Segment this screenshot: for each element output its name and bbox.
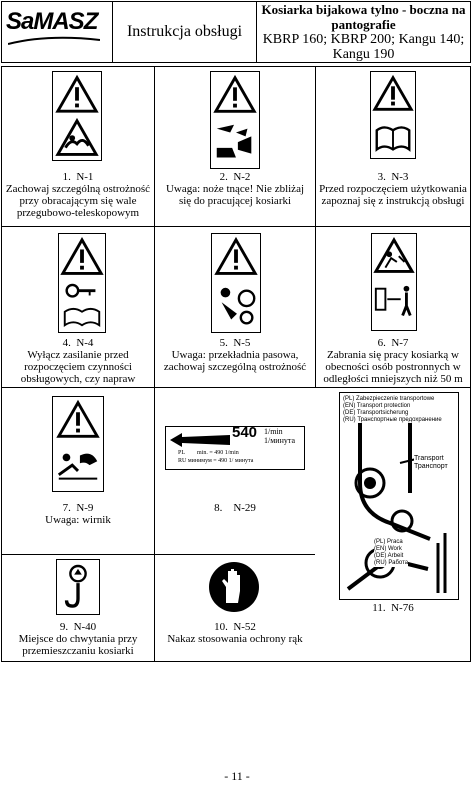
warning-switch-off-icon	[58, 233, 106, 333]
rpm-unit: 1/min 1/минута	[264, 427, 295, 445]
sign-caption-n76: 11. N-76	[372, 602, 414, 614]
sign-cell-n3	[316, 67, 470, 226]
sign-caption-n29: 8. N-29	[214, 502, 256, 514]
sign-caption-n52: 10. N-52 Nakaz stosowania ochrony rąk	[167, 621, 303, 645]
logo-swoosh-icon	[8, 36, 100, 46]
sign-caption-n4: 4. N-4 Wyłącz zasilanie przed rozpoczęciem czynności obsługowych, czy napraw	[20, 337, 136, 385]
sign-cell-n29	[155, 388, 315, 554]
transport-lock-decal	[339, 392, 459, 600]
sign-cell-n76	[316, 388, 470, 661]
sign-caption-n40: 9. N-40 Miejsce do chwytania przy przemieszczaniu kosiarki	[18, 621, 138, 657]
sign-caption-n5: 5. N-5 Uwaga: przekładnia pasowa, zachowaj szczególną ostrożność	[163, 337, 307, 373]
sign-cell-n2	[155, 67, 315, 226]
title-line-1: Kosiarka bijakowa tylno - boczna na	[261, 2, 466, 17]
manual-label: Instrukcja obsługi	[113, 2, 257, 62]
warning-rotor-icon	[52, 396, 104, 492]
samasz-logo: SaMASZ	[6, 8, 98, 35]
warning-belt-drive-icon	[211, 233, 261, 333]
warning-pto-shaft-icon	[52, 71, 102, 161]
sign-caption-n1: 1. N-1 Zachowaj szczególną ostrożność przy obracającym się wale przegubowo-teleskopowym	[5, 171, 151, 219]
warning-blades-icon	[210, 71, 260, 169]
rpm-notes: PL min. = 490 1/min RU минимум = 490 1/ минута	[178, 450, 254, 464]
warning-read-manual-icon	[370, 71, 416, 159]
sign-cell-n9	[2, 388, 154, 554]
arrow-left-icon	[170, 433, 230, 447]
sign-caption-n7: 6. N-7 Zabrania się pracy kosiarką w obecności osób postronnych w odległości mniejszych niż 50 m	[323, 337, 463, 385]
sign-cell-n1	[2, 67, 154, 226]
rpm-value: 540	[232, 424, 258, 441]
sign-cell-n7	[316, 227, 470, 387]
page-number: - 11 -	[224, 769, 250, 783]
models-line-1: KBRP 160; KBRP 200; Kangu 140;	[262, 32, 465, 47]
signs-table	[1, 66, 471, 662]
page-header	[1, 1, 471, 63]
models-line-2: Kangu 190	[332, 47, 395, 62]
sign-caption-n2: 2. N-2 Uwaga: noże tnące! Nie zbliżaj się do pracującej kosiarki	[165, 171, 305, 207]
warning-keep-distance-icon	[371, 233, 417, 331]
decal-top-text: (PL) Zabezpieczenie transportowe (EN) Transport protection (DE) Transportsicherung (RU) Транспортные предохранение	[343, 396, 442, 423]
document-title	[257, 2, 470, 62]
sign-cell-n40	[2, 555, 154, 661]
work-label: (PL) Praca (EN) Work (DE) Arbeit (RU) Работа	[374, 539, 409, 566]
title-line-2: pantografie	[331, 17, 396, 32]
mechanism-diagram-icon	[340, 423, 458, 599]
transport-label: Transport Транспорт	[414, 455, 448, 470]
sign-cell-n52	[155, 555, 315, 661]
sign-caption-n3: 3. N-3 Przed rozpoczęciem użytkowania zapoznaj się z instrukcją obsługi	[319, 171, 467, 207]
rpm-decal	[165, 426, 305, 470]
lifting-hook-icon	[56, 559, 100, 615]
logo-cell	[2, 2, 113, 62]
sign-cell-n5	[155, 227, 315, 387]
sign-caption-n9: 7. N-9 Uwaga: wirnik	[45, 502, 111, 526]
sign-cell-n4	[2, 227, 154, 387]
gloves-icon	[208, 561, 260, 613]
